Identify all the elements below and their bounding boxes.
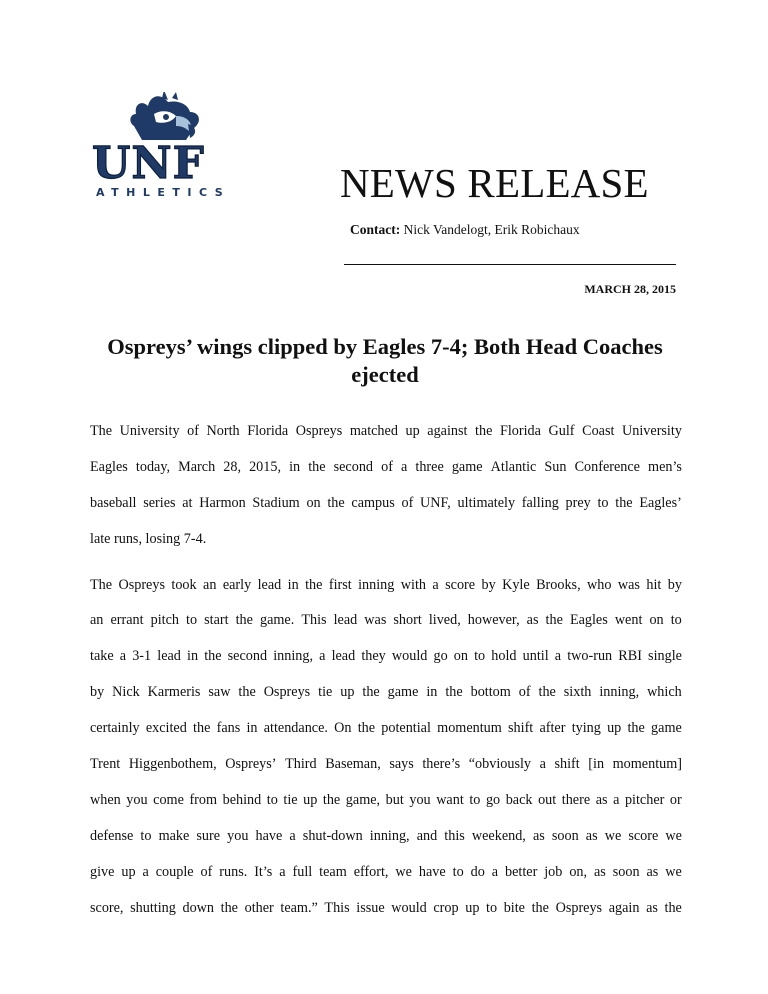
article-headline: Ospreys’ wings clipped by Eagles 7-4; Both Head Coaches ejected xyxy=(107,334,663,387)
body-line: Trent Higgenbothem, Ospreys’ Third Baseman, says there’s “obviously a shift [in momentum] xyxy=(90,756,682,773)
osprey-logo-icon xyxy=(90,92,240,202)
body-line: an errant pitch to start the game. This lead was short lived, however, as the Eagles went on to xyxy=(90,612,682,629)
body-line: baseball series at Harmon Stadium on the campus of UNF, ultimately falling prey to the Eagles’ xyxy=(90,494,682,511)
body-line: take a 3-1 lead in the second inning, a lead they would go on to hold until a two-run RBI single xyxy=(90,648,682,665)
body-line: defense to make sure you have a shut-down inning, and this weekend, as soon as we score we xyxy=(90,827,682,844)
body-line: Eagles today, March 28, 2015, in the second of a three game Atlantic Sun Conference men’s xyxy=(90,458,682,475)
body-line: late runs, losing 7-4. xyxy=(90,530,207,547)
unf-athletics-logo xyxy=(90,92,240,202)
contact-label: Contact: xyxy=(350,222,401,237)
header-divider xyxy=(344,264,676,265)
contact-names: Nick Vandelogt, Erik Robichaux xyxy=(403,222,580,237)
body-line: when you come from behind to tie up the game, but you want to go back out there as a pitcher or xyxy=(90,791,682,808)
body-line: certainly excited the fans in attendance. On the potential momentum shift after tying up the game xyxy=(90,720,682,737)
logo-subtitle: ATHLETICS xyxy=(96,186,231,199)
release-date: MARCH 28, 2015 xyxy=(584,282,676,296)
paragraph-1 xyxy=(90,419,682,563)
article-body xyxy=(90,419,682,931)
news-release-title: NEWS RELEASE xyxy=(340,160,649,206)
body-line: by Nick Karmeris saw the Ospreys tie up the game in the bottom of the sixth inning, which xyxy=(90,684,682,701)
body-line: The Ospreys took an early lead in the first inning with a score by Kyle Brooks, who was hit by xyxy=(90,576,682,593)
logo-wordmark: UNF xyxy=(92,138,205,189)
contact-line xyxy=(350,222,580,238)
body-line: score, shutting down the other team.” This issue would crop up to bite the Ospreys again as the xyxy=(90,899,682,916)
body-line: give up a couple of runs. It’s a full team effort, we have to do a better job on, as soon as we xyxy=(90,863,682,880)
body-line: The University of North Florida Ospreys matched up against the Florida Gulf Coast University xyxy=(90,423,682,439)
paragraph-2 xyxy=(90,573,682,932)
